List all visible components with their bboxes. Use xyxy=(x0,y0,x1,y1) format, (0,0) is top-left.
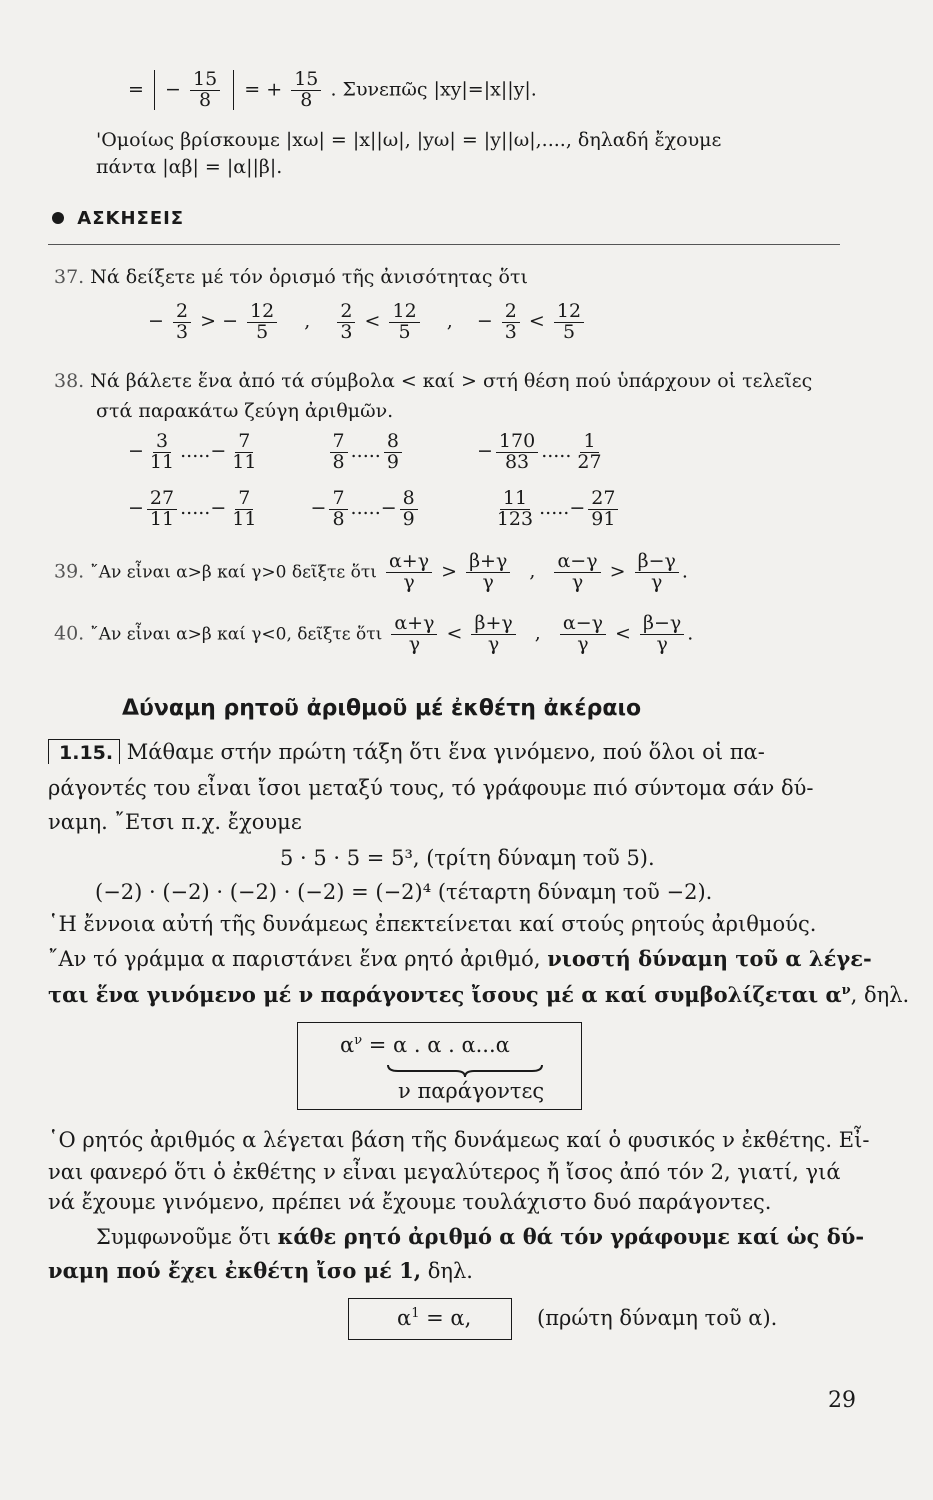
power-formula: $\alpha^\nu = \alpha$ . α . α...α xyxy=(340,1033,510,1057)
ex38-row-1 xyxy=(128,432,608,473)
fraction: $\frac{15}{8}$ xyxy=(190,70,220,111)
equals-plus: = + xyxy=(244,78,283,101)
fraction: $\frac{3}{11}$ xyxy=(149,430,175,473)
ex37-items: − $\frac{2}{3}$ > − $\frac{12}{5}$ , $\frac{2}{3}$ < $\frac{12}{5}$ , − $\frac{2}{3}$ < $\frac{12}{5}$ xyxy=(148,302,587,343)
equation-2: (−2) · (−2) · (−2) · (−2) = (−2)⁴ (τέταρτη δύναμη τοῦ −2). xyxy=(95,880,713,904)
ex38-row-2 xyxy=(128,489,621,530)
para-line-2: ράγοντές του εἶναι ἴσοι μεταξύ τους, τό γράφουμε πιό σύντομα σάν δύ- xyxy=(48,776,814,800)
fraction: $\frac{170}{83}$ xyxy=(496,432,538,473)
ex37-item: $\frac{2}{3}$ < $\frac{12}{5}$ xyxy=(334,310,428,332)
equation-1: 5 · 5 · 5 = 5³, (τρίτη δύναμη τοῦ 5). xyxy=(280,846,655,870)
para-line-3: ναμη. ῎Ετσι π.χ. ἔχουμε xyxy=(48,810,302,834)
ex38-text-2: στά παρακάτω ζεύγη ἀριθμῶν. xyxy=(96,400,394,422)
abs-bar-right xyxy=(233,70,234,110)
fraction: $\frac{12}{5}$ xyxy=(247,302,277,343)
fraction: $\frac{2}{3}$ xyxy=(173,302,191,343)
abs-bar-left xyxy=(154,70,155,110)
fraction: $\frac{7}{8}$ xyxy=(329,489,347,530)
fraction: $\frac{\beta-\gamma}{\gamma}$ xyxy=(635,552,679,593)
fraction: $\frac{\alpha-\gamma}{\gamma}$ xyxy=(560,614,606,655)
fraction: $\frac{8}{9}$ xyxy=(384,432,402,473)
page-number-visible: 29 xyxy=(828,1388,856,1413)
first-power-box xyxy=(348,1298,512,1340)
fraction: $\frac{\beta+\gamma}{\gamma}$ xyxy=(471,614,515,655)
para-line-6: ται ἕνα γινόμενο μέ ν παράγοντες ἴσους μέ α καί συμβολίζεται $\alpha^\nu$, δηλ. xyxy=(48,982,910,1007)
bullet-icon xyxy=(52,212,64,224)
equals-sign: = xyxy=(128,78,144,101)
fraction: $\frac{\beta+\gamma}{\gamma}$ xyxy=(466,552,510,593)
para-number: 1.15. xyxy=(48,739,120,764)
fraction: $\frac{27}{91}$ xyxy=(588,489,618,530)
fraction: $\frac{2}{3}$ xyxy=(502,302,520,343)
fraction: $\frac{2}{3}$ xyxy=(337,302,355,343)
para2-line-2: ναι φανερό ὅτι ὁ ἐκθέτης ν εἶναι μεγαλύτερος ἤ ἴσος ἀπό τόν 2, γιατί, γιά xyxy=(48,1160,841,1184)
intro-line-3: πάντα |αβ| = |α||β|. xyxy=(96,156,283,178)
exercise-37: 37. Νά δείξετε μέ τόν ὁρισμό τῆς ἀνισότητας ὅτι xyxy=(54,266,528,288)
exercise-38: 38. Νά βάλετε ἕνα ἀπό τά σύμβολα < καί > στή θέση πού ὑπάρχουν οἱ τελεῖες xyxy=(54,370,813,392)
pair: $\frac{7}{8}$ ..... $\frac{8}{9}$ xyxy=(327,440,405,462)
fraction: $\frac{12}{5}$ xyxy=(554,302,584,343)
pair: − $\frac{170}{83}$ ..... $\frac{1}{27}$ xyxy=(477,440,608,462)
fraction: $\frac{7}{11}$ xyxy=(232,487,257,530)
fraction: $\frac{\alpha-\gamma}{\gamma}$ xyxy=(554,552,600,593)
exercises-header: ΑΣΚΗΣΕΙΣ xyxy=(52,208,184,229)
first-power-formula: $\alpha^1 = \alpha$, xyxy=(397,1306,472,1330)
para-line-5: ῎Αν τό γράμμα α παριστάνει ἕνα ρητό ἀριθμό, νιοστή δύναμη τοῦ α λέγε- xyxy=(48,946,872,971)
fraction: $\frac{\beta-\gamma}{\gamma}$ xyxy=(640,614,684,655)
fraction: $\frac{7}{8}$ xyxy=(330,432,348,473)
para-line-4: ῾Η ἔννοια αὐτή τῆς δυνάμεως ἐπεκτείνεται καί στούς ρητούς ἀριθμούς. xyxy=(48,912,817,936)
underbrace-icon xyxy=(386,1063,544,1079)
exercise-39: 39. ῎Αν εἶναι α>β καί γ>0 δεῖξτε ὅτι $\frac{\alpha+\gamma}{\gamma}$ > $\frac{\beta+\gamma}{\gamma}$ , $\frac{\alpha-\gamma}{\gamma}$ > $\frac{\beta-\gamma}{\gamma}$ . xyxy=(54,550,688,593)
pair: − $\frac{27}{11}$ .....− $\frac{7}{11}$ xyxy=(128,497,262,519)
para2-line-4: Συμφωνοῦμε ὅτι κάθε ρητό ἀριθμό α θά τόν γράφουμε καί ὡς δύ- xyxy=(96,1224,865,1249)
ex37-item: − $\frac{2}{3}$ > − $\frac{12}{5}$ xyxy=(148,310,286,332)
pair: − $\frac{7}{8}$ .....− $\frac{8}{9}$ xyxy=(311,497,421,519)
para2-line-1: ῾Ο ρητός ἀριθμός α λέγεται βάση τῆς δυνάμεως καί ὁ φυσικός ν ἐκθέτης. Εἶ- xyxy=(48,1128,870,1152)
fraction: $\frac{8}{9}$ xyxy=(400,489,418,530)
section-title: Δύναμη ρητοῦ ἀριθμοῦ μέ ἐκθέτη ἀκέραιο xyxy=(122,696,642,721)
pair: − $\frac{3}{11}$ .....− $\frac{7}{11}$ xyxy=(128,440,262,462)
fraction: $\frac{1}{27}$ xyxy=(577,430,602,473)
exercise-40: 40. ῎Αν εἶναι α>β καί γ<0, δεῖξτε ὅτι $\frac{\alpha+\gamma}{\gamma}$ < $\frac{\beta+\gamma}{\gamma}$ , $\frac{\alpha-\gamma}{\gamma}$ < $\frac{\beta-\gamma}{\gamma}$ . xyxy=(54,612,694,655)
fraction: $\frac{\alpha+\gamma}{\gamma}$ xyxy=(386,552,432,593)
fraction: $\frac{\alpha+\gamma}{\gamma}$ xyxy=(391,614,437,655)
fraction: $\frac{7}{11}$ xyxy=(232,430,257,473)
definition-box xyxy=(297,1022,582,1110)
intro-text: . Συνεπῶς |xy|=|x||y|. xyxy=(330,78,537,101)
para2-line-3: νά ἔχουμε γινόμενο, πρέπει νά ἔχουμε τουλάχιστο δυό παράγοντες. xyxy=(48,1190,772,1214)
fraction: $\frac{15}{8}$ xyxy=(291,70,321,111)
intro-line-2: 'Ομοίως βρίσκουμε |xω| = |x||ω|, |yω| = |y||ω|,...., δηλαδή ἔχουμε xyxy=(96,129,722,151)
divider xyxy=(48,244,840,245)
fraction: $\frac{27}{11}$ xyxy=(147,489,177,530)
pair: $\frac{11}{123}$ .....− $\frac{27}{91}$ xyxy=(491,497,622,519)
intro-line-1 xyxy=(128,70,537,111)
factors-label: ν παράγοντες xyxy=(398,1079,545,1103)
ex37-item: − $\frac{2}{3}$ < $\frac{12}{5}$ xyxy=(477,310,587,332)
fraction: $\frac{11}{123}$ xyxy=(496,487,534,530)
para2-line-5: ναμη πού ἔχει ἐκθέτη ἴσο μέ 1, δηλ. xyxy=(48,1258,473,1283)
fraction: $\frac{12}{5}$ xyxy=(389,302,419,343)
first-power-note: (πρώτη δύναμη τοῦ α). xyxy=(537,1306,778,1330)
minus-sign: − xyxy=(165,78,181,101)
para-line-1: 1.15. Μάθαμε στήν πρώτη τάξη ὅτι ἕνα γινόμενο, πού ὅλοι οἱ πα- xyxy=(48,740,765,764)
